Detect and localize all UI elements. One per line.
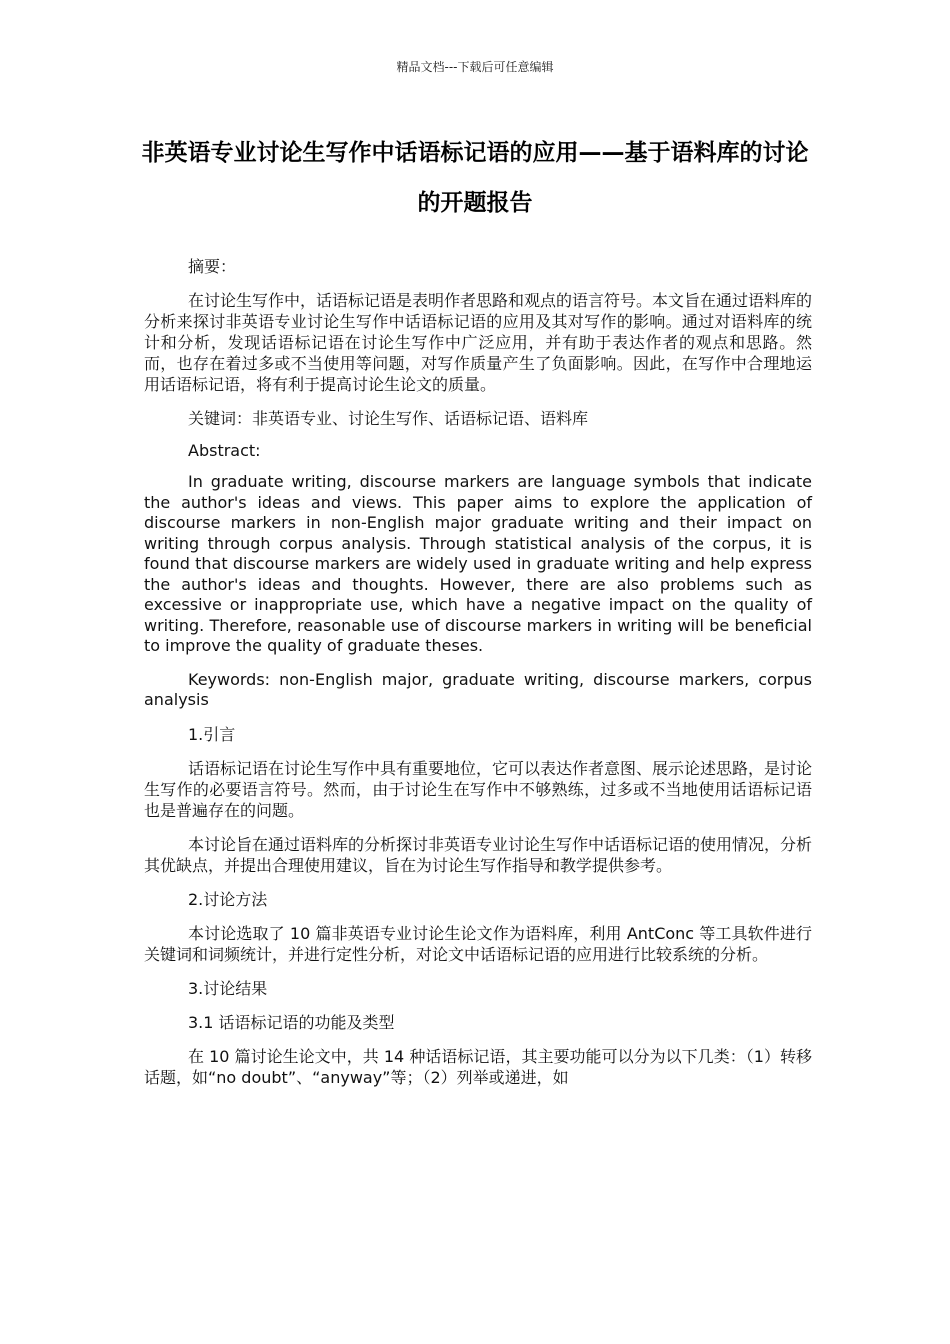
header-note: 精品文档---下载后可任意编辑	[396, 60, 554, 74]
keywords-cn: 关键词：非英语专业、讨论生写作、话语标记语、语料库	[188, 409, 589, 428]
document-body	[144, 256, 812, 1101]
introduction-paragraph-2: 本讨论旨在通过语料库的分析探讨非英语专业讨论生写作中话语标记语的使用情况，分析其优缺点，并提出合理使用建议，旨在为讨论生写作指导和教学提供参考。	[144, 834, 813, 875]
abstract-en-heading: Abstract:	[188, 441, 261, 460]
method-paragraph: 本讨论选取了 10 篇非英语专业讨论生论文作为语料库，利用 AntConc 等工具软件进行关键词和词频统计，并进行定性分析，对论文中话语标记语的应用进行比较系统的分析。	[144, 923, 812, 964]
results-paragraph: 在 10 篇讨论生论文中，共 14 种话语标记语，其主要功能可以分为以下几类：（1）转移话题，如“no doubt”、“anyway”等；（2）列举或递进，如	[144, 1046, 812, 1087]
keywords-en: Keywords: non-English major, graduate writing, discourse markers, corpus analysis	[144, 669, 812, 709]
section-heading-results: 3.讨论结果	[188, 978, 268, 998]
subsection-heading-functions: 3.1 话语标记语的功能及类型	[188, 1012, 395, 1032]
section-heading-method: 2.讨论方法	[188, 889, 268, 909]
section-heading-introduction: 1.引言	[188, 724, 236, 744]
abstract-en-text: In graduate writing, discourse markers are language symbols that indicate the author's ideas and views. This paper aims to explore the application of discourse markers in non-English major graduate writing and their impact on writing through corpus analysis. Through statistical analysis of the corpus, it is found that discourse markers are widely used in graduate writing and help express the author's ideas and thoughts. However, there are also problems such as excessive or inappropriate use, which have a negative impact on the quality of writing. Therefore, reasonable use of discourse markers in writing will be beneficial to improve the quality of graduate theses.	[144, 472, 812, 655]
document-title: 非英语专业讨论生写作中话语标记语的应用——基于语料库的讨论的开题报告	[141, 140, 809, 216]
abstract-cn-text: 在讨论生写作中，话语标记语是表明作者思路和观点的语言符号。本文旨在通过语料库的分析来探讨非英语专业讨论生写作中话语标记语的应用及其对写作的影响。通过对语料库的统计和分析，发现话语标记语在讨论生写作中广泛应用，并有助于表达作者的观点和思路。然而，也存在着过多或不当使用等问题，对写作质量产生了负面影响。因此，在写作中合理地运用话语标记语，将有利于提高讨论生论文的质量。	[144, 291, 813, 394]
introduction-paragraph-1: 话语标记语在讨论生写作中具有重要地位，它可以表达作者意图、展示论述思路，是讨论生写作的必要语言符号。然而，由于讨论生在写作中不够熟练，过多或不当地使用话语标记语也是普遍存在的问题。	[144, 758, 813, 820]
abstract-cn-heading: 摘要：	[188, 257, 237, 276]
